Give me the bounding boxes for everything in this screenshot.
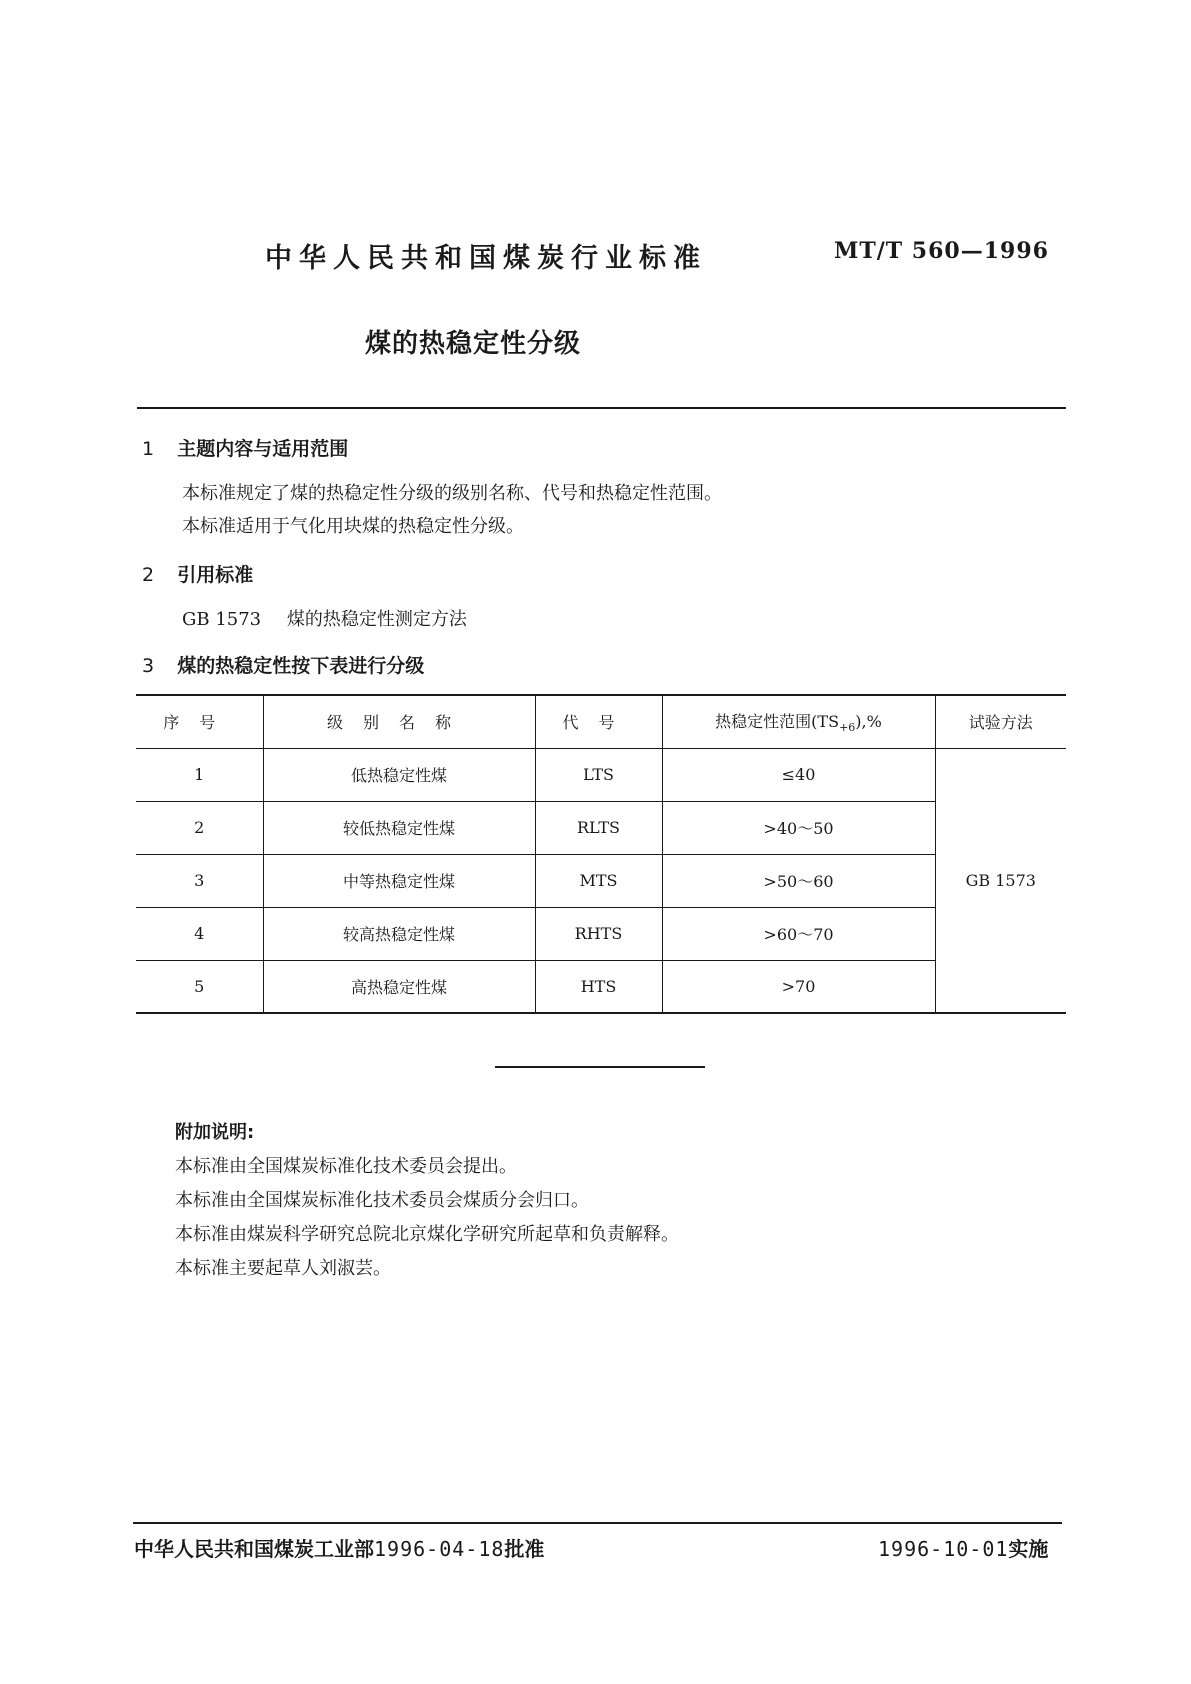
row-code: MTS xyxy=(535,854,662,907)
row-grade-name: 高热稳定性煤 xyxy=(263,960,535,1013)
row-grade-name: 较低热稳定性煤 xyxy=(263,801,535,854)
section-2-heading xyxy=(142,560,253,587)
footer-divider xyxy=(133,1522,1062,1524)
approving-organization: 中华人民共和国煤炭工业部 xyxy=(134,1537,374,1561)
header-test-method: 试验方法 xyxy=(935,695,1066,748)
row-seq: 5 xyxy=(136,960,263,1013)
row-code: RHTS xyxy=(535,907,662,960)
additional-notes xyxy=(175,1116,679,1286)
implementation-action: 实施 xyxy=(1008,1537,1049,1561)
header-seq: 序号 xyxy=(136,695,263,748)
standard-category-title: 中华人民共和国煤炭行业标准 xyxy=(265,243,707,274)
table-row xyxy=(136,960,1066,1013)
approval-action: 批准 xyxy=(504,1537,545,1561)
implementation-info xyxy=(878,1533,1048,1562)
section-1-title: 主题内容与适用范围 xyxy=(177,438,349,460)
section-3-heading xyxy=(142,651,424,678)
notes-line: 本标准由煤炭科学研究总院北京煤化学研究所起草和负责解释。 xyxy=(175,1224,679,1245)
section-1-number: 1 xyxy=(142,438,155,460)
section-3-number: 3 xyxy=(142,655,155,677)
row-seq: 1 xyxy=(136,748,263,801)
table-row xyxy=(136,801,1066,854)
section-1-heading xyxy=(142,434,348,461)
row-range: >70 xyxy=(662,960,935,1013)
section-1-paragraph-1: 本标准规定了煤的热稳定性分级的级别名称、代号和热稳定性范围。 xyxy=(182,483,722,504)
reference-name: 煤的热稳定性测定方法 xyxy=(286,609,467,630)
row-code: LTS xyxy=(535,748,662,801)
row-seq: 3 xyxy=(136,854,263,907)
reference-code: GB 1573 xyxy=(182,609,262,630)
row-grade-name: 低热稳定性煤 xyxy=(263,748,535,801)
notes-line: 本标准由全国煤炭标准化技术委员会煤质分会归口。 xyxy=(175,1190,589,1211)
row-grade-name: 较高热稳定性煤 xyxy=(263,907,535,960)
approval-info xyxy=(134,1533,544,1562)
implementation-date: 1996-10-01 xyxy=(878,1537,1009,1561)
notes-line: 本标准由全国煤炭标准化技术委员会提出。 xyxy=(175,1156,517,1177)
approval-date: 1996-04-18 xyxy=(374,1537,505,1561)
header-grade-name: 级别名称 xyxy=(263,695,535,748)
table-row xyxy=(136,748,1066,801)
section-2-number: 2 xyxy=(142,564,155,586)
section-3-title: 煤的热稳定性按下表进行分级 xyxy=(177,655,425,677)
row-code: HTS xyxy=(535,960,662,1013)
end-of-text-rule xyxy=(495,1066,705,1068)
header-code: 代号 xyxy=(535,695,662,748)
row-seq: 4 xyxy=(136,907,263,960)
row-code: RLTS xyxy=(535,801,662,854)
header-range: 热稳定性范围$(TS_{+6}),\%$ xyxy=(662,695,935,748)
row-range: >50～60 xyxy=(662,854,935,907)
row-seq: 2 xyxy=(136,801,263,854)
section-2-title: 引用标准 xyxy=(177,564,254,586)
section-2-reference xyxy=(182,605,467,631)
row-range: >40～50 xyxy=(662,801,935,854)
table-row xyxy=(136,907,1066,960)
section-1-paragraph-2: 本标准适用于气化用块煤的热稳定性分级。 xyxy=(182,516,524,537)
row-grade-name: 中等热稳定性煤 xyxy=(263,854,535,907)
notes-title: 附加说明: xyxy=(175,1122,255,1143)
standard-code: MT/T 560—1996 xyxy=(834,238,1049,264)
row-range: ≤40 xyxy=(662,748,935,801)
document-title: 煤的热稳定性分级 xyxy=(365,329,582,359)
classification-table xyxy=(136,694,1066,1014)
top-divider xyxy=(137,407,1066,409)
test-method-cell: GB 1573 xyxy=(935,748,1066,1013)
notes-line: 本标准主要起草人刘淑芸。 xyxy=(175,1258,391,1279)
table-header-row xyxy=(136,695,1066,748)
row-range: >60～70 xyxy=(662,907,935,960)
table-row xyxy=(136,854,1066,907)
